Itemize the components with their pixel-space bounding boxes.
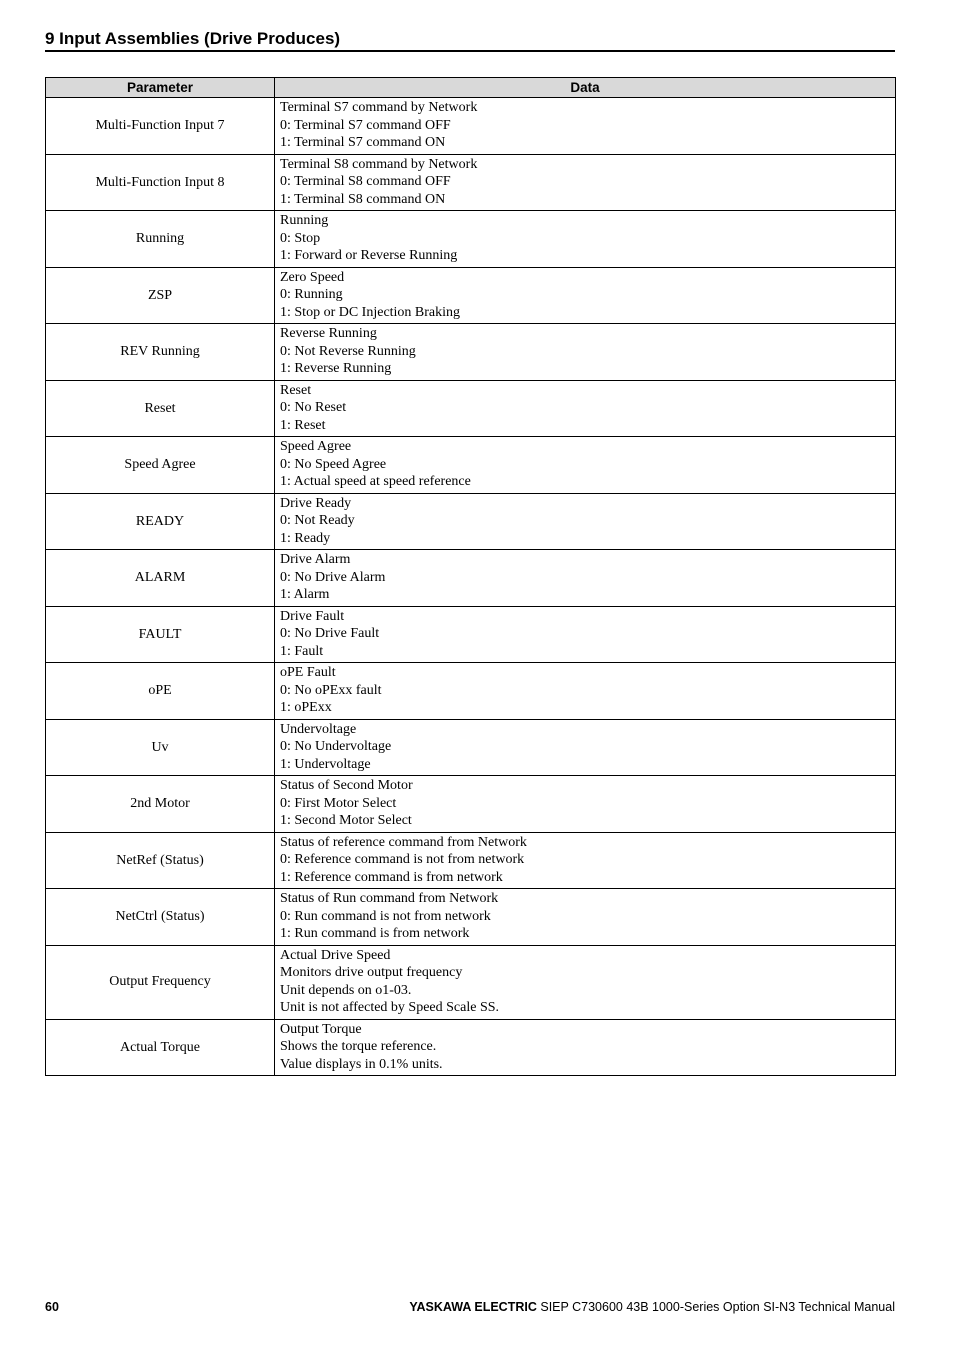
data-line: 1: Reference command is from network [280,869,503,885]
data-line: 0: Terminal S7 command OFF [280,117,451,133]
table-row [46,945,896,1019]
data-line: 1: Second Motor Select [280,813,412,828]
data-line: Unit depends on o1-03. [280,982,412,998]
data-line: 0: Stop [280,230,321,246]
data-line: Value displays in 0.1% units. [280,1056,443,1072]
data-line: Status of Second Motor [280,778,413,793]
data-cell [275,832,896,889]
data-cell [275,98,896,155]
column-header-data: Data [275,78,896,98]
data-line: 1: Terminal S8 command ON [280,191,446,207]
data-cell [275,437,896,494]
parameter-cell: NetCtrl (Status) [46,889,275,946]
data-line: Terminal S8 command by Network [280,156,478,172]
data-cell [275,719,896,776]
table-row [46,211,896,268]
data-line: 0: Running [280,287,343,302]
parameter-table [45,77,896,1076]
data-cell [275,663,896,720]
table-row [46,267,896,324]
parameter-cell: Output Frequency [46,945,275,1019]
data-line: 0: No Undervoltage [280,739,392,754]
data-cell [275,1019,896,1076]
data-line: 1: Undervoltage [280,756,371,772]
data-line: Speed Agree [280,439,352,454]
data-cell [275,267,896,324]
table-row [46,606,896,663]
data-line: oPE Fault [280,665,336,680]
table-row [46,437,896,494]
data-line: 0: Not Ready [280,513,355,528]
table-row [46,663,896,720]
data-line: Shows the torque reference. [280,1039,437,1054]
data-line: Output Torque [280,1021,362,1037]
parameter-cell: Reset [46,380,275,437]
parameter-cell: Running [46,211,275,268]
data-line: 0: Reference command is not from network [280,852,525,867]
parameter-cell: ZSP [46,267,275,324]
page-number: 60 [45,1300,59,1314]
parameter-cell: Speed Agree [46,437,275,494]
parameter-cell: REV Running [46,324,275,381]
data-line: Drive Alarm [280,552,351,567]
column-header-parameter: Parameter [46,78,275,98]
data-cell [275,606,896,663]
data-line: Running [280,213,329,228]
parameter-cell: ALARM [46,550,275,607]
parameter-cell: Uv [46,719,275,776]
data-line: Reverse Running [280,326,377,341]
table-row [46,719,896,776]
data-cell [275,154,896,211]
data-cell [275,380,896,437]
data-line: Terminal S7 command by Network [280,100,478,115]
data-cell [275,945,896,1019]
parameter-cell: READY [46,493,275,550]
table-body [46,98,896,1076]
table-row [46,98,896,155]
table-row [46,154,896,211]
data-cell [275,889,896,946]
parameter-cell: 2nd Motor [46,776,275,833]
data-cell [275,776,896,833]
table-row [46,324,896,381]
data-line: Unit is not affected by Speed Scale SS. [280,1000,500,1015]
data-line: Actual Drive Speed [280,947,391,963]
data-line: 1: Actual speed at speed reference [280,474,471,489]
data-line: 1: Ready [280,530,331,546]
parameter-cell: NetRef (Status) [46,832,275,889]
data-line: Zero Speed [280,269,345,285]
data-line: 1: Terminal S7 command ON [280,135,446,150]
data-line: 1: Fault [280,643,324,659]
data-line: Drive Fault [280,608,345,624]
parameter-cell: oPE [46,663,275,720]
data-line: Monitors drive output frequency [280,965,463,980]
data-line: 1: Reverse Running [280,361,392,376]
data-line: 0: Terminal S8 command OFF [280,174,451,189]
data-cell [275,211,896,268]
table-row [46,550,896,607]
data-line: Drive Ready [280,495,352,511]
table-row [46,1019,896,1076]
table-row [46,776,896,833]
data-line: 1: Alarm [280,587,330,602]
brand-name: YASKAWA ELECTRIC [409,1300,537,1314]
manual-title: SIEP C730600 43B 1000-Series Option SI-N3 Technical Manual [540,1300,895,1314]
parameter-cell: FAULT [46,606,275,663]
data-cell [275,324,896,381]
data-line: Reset [280,382,312,398]
data-line: 0: Not Reverse Running [280,343,416,359]
data-line: Status of reference command from Network [280,834,527,850]
table-row [46,493,896,550]
parameter-cell: Multi-Function Input 8 [46,154,275,211]
data-line: 1: Stop or DC Injection Braking [280,304,461,320]
section-title: 9 Input Assemblies (Drive Produces) [45,29,341,48]
parameter-cell: Actual Torque [46,1019,275,1076]
data-line: 0: No Drive Alarm [280,569,386,585]
section-header [45,29,895,52]
data-line: 1: Reset [280,417,326,433]
manual-reference [409,1300,895,1315]
table-row [46,889,896,946]
table-row [46,380,896,437]
data-line: 0: No Drive Fault [280,626,380,641]
data-line: 0: No Speed Agree [280,456,387,472]
data-line: Undervoltage [280,721,357,737]
data-line: 0: No Reset [280,400,347,415]
data-line: 0: No oPExx fault [280,682,382,698]
parameter-cell: Multi-Function Input 7 [46,98,275,155]
data-line: 0: First Motor Select [280,795,397,811]
data-line: 1: Forward or Reverse Running [280,248,458,263]
data-cell [275,550,896,607]
table-row [46,832,896,889]
table-header-row [46,78,896,98]
data-line: 0: Run command is not from network [280,908,491,924]
data-line: Status of Run command from Network [280,891,499,906]
data-line: 1: oPExx [280,700,332,715]
data-line: 1: Run command is from network [280,926,470,941]
data-cell [275,493,896,550]
